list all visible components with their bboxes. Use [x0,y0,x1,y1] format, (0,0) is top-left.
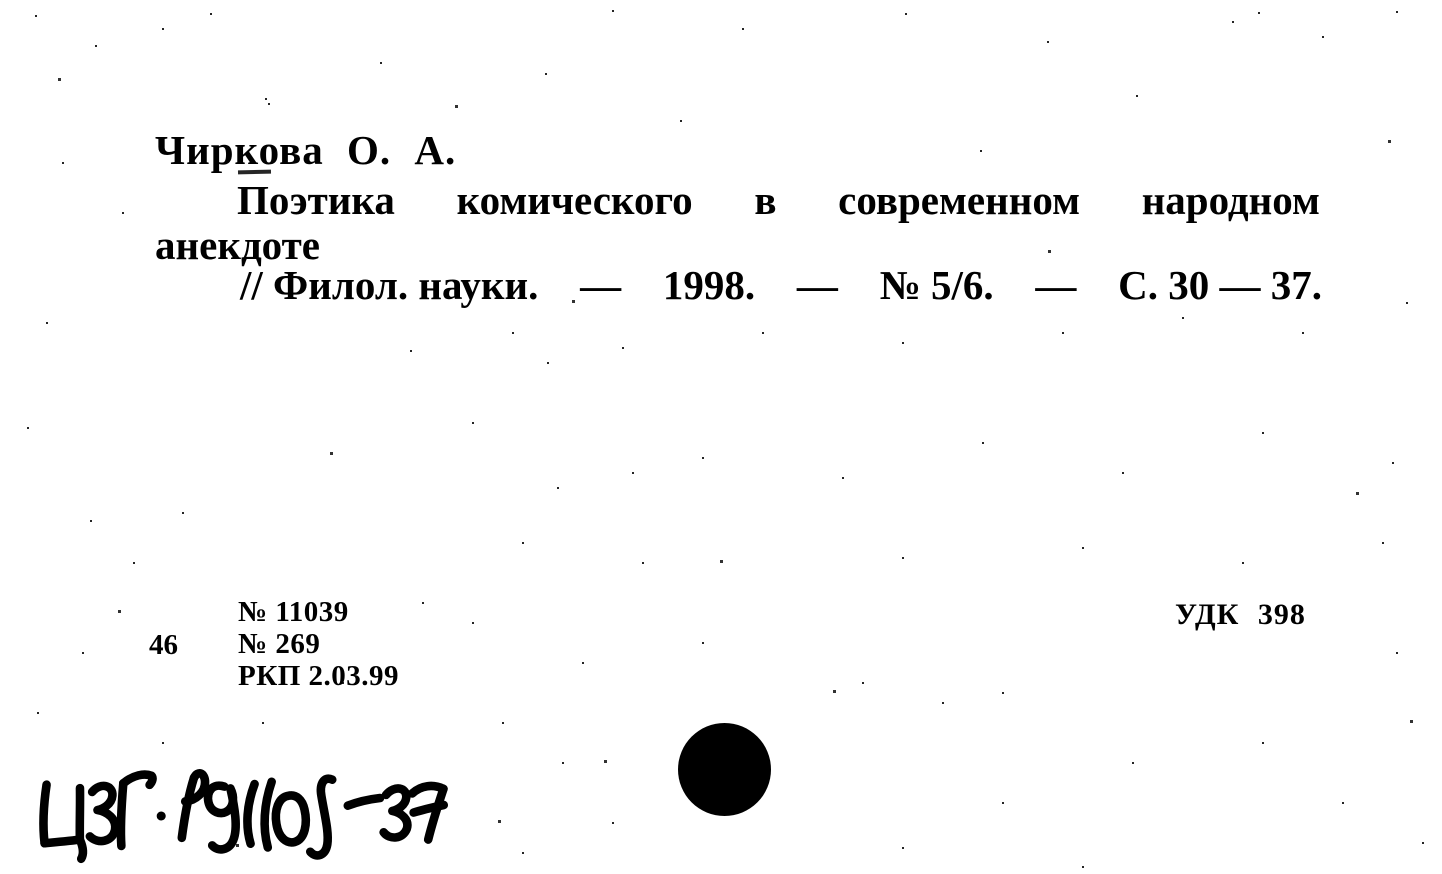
title-line-2: анекдоте [155,222,320,268]
title-word: Поэтика [237,177,395,223]
citation-dash: — [796,262,838,308]
title-line-1 [237,176,1320,224]
shelf-number: 46 [149,629,178,661]
citation-dash: — [580,262,622,308]
title-word: современном [838,177,1080,223]
handwriting-strokes [33,758,457,866]
udc-number: УДК 398 [1175,598,1306,631]
punch-hole [678,723,771,816]
citation-pages: С. 30 — 37. [1118,262,1322,308]
citation-year: 1998. [662,262,756,308]
citation-dash: — [1035,262,1077,308]
author-line: Чиркова О. А. [155,127,457,173]
accession-number-2: № 269 [238,628,321,660]
citation-issue: № 5/6. [879,262,994,308]
title-word: народном [1141,177,1320,223]
rkp-date-stamp: РКП 2.03.99 [238,660,400,692]
scan-noise-large [0,0,3,3]
handwritten-call-number [33,758,457,866]
citation-line [240,261,1322,309]
citation-journal: // Филол. науки. [240,262,539,308]
accession-number-1: № 11039 [238,596,349,628]
stamps-block [238,596,399,692]
title-word: комического [456,177,693,223]
title-word: в [754,177,777,223]
